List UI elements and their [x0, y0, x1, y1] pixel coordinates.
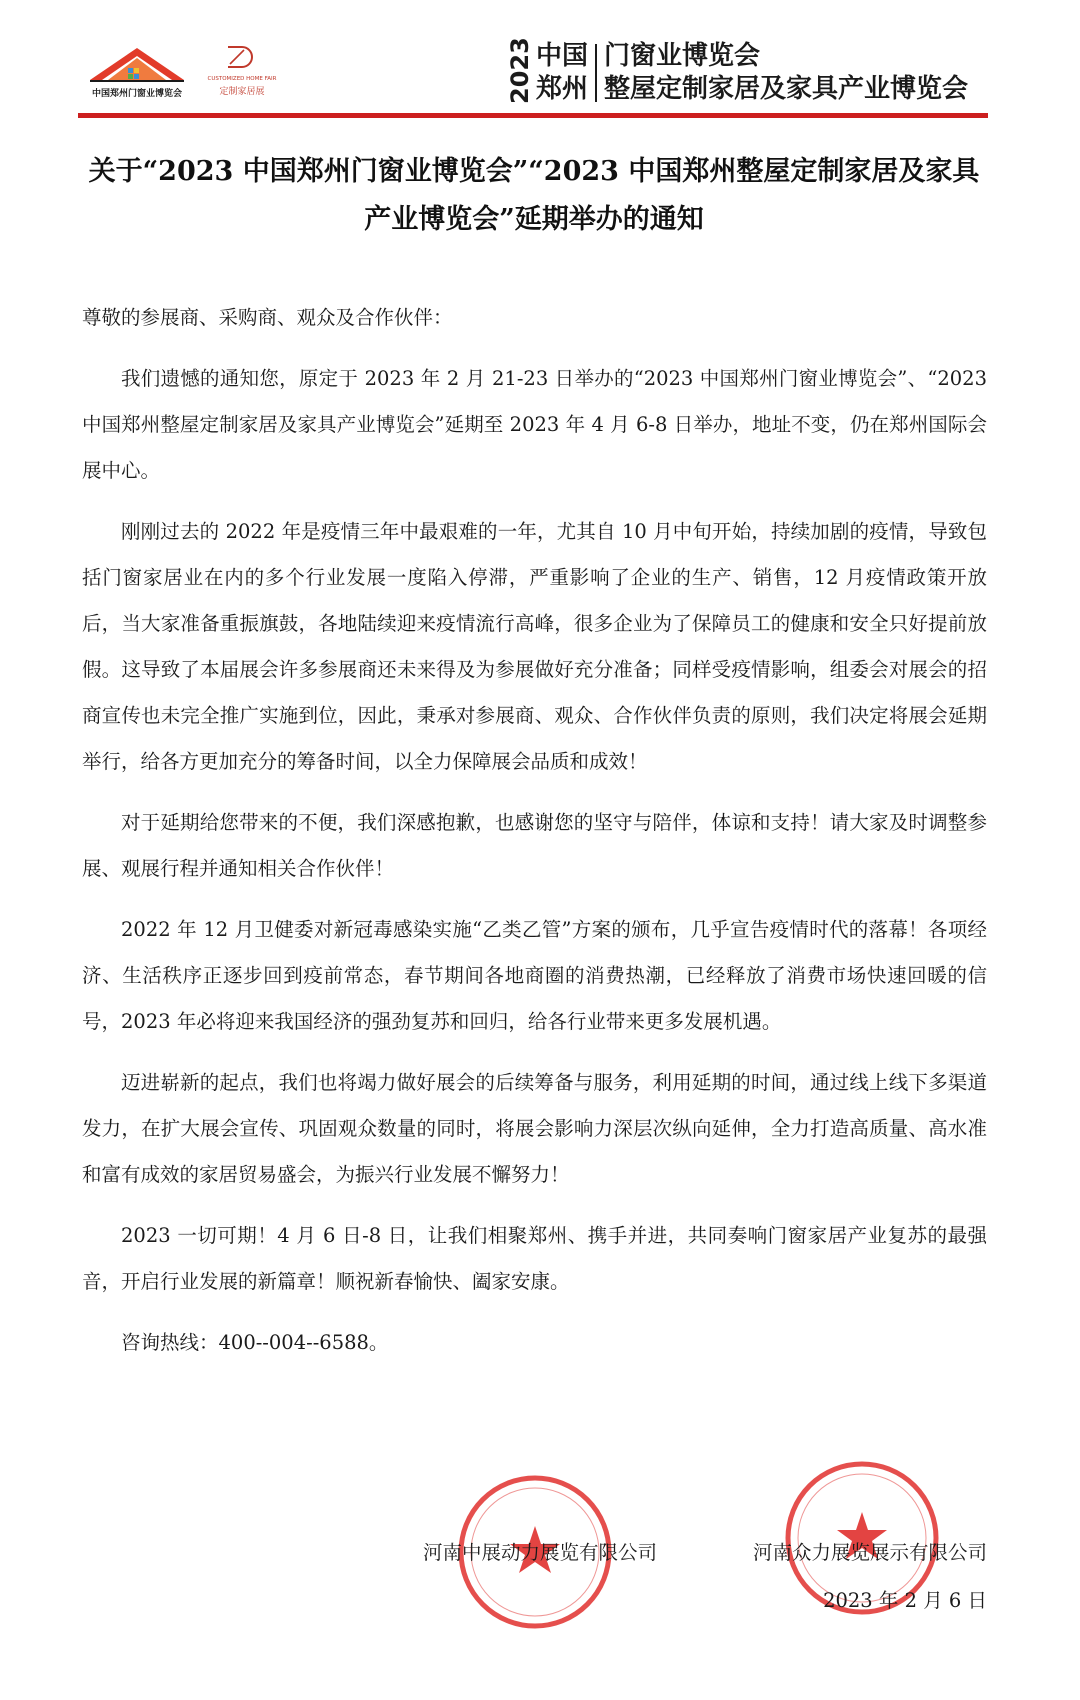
brand-fair-name-1: 门窗业博览会	[604, 41, 761, 71]
signatory-2: 河南众力展览展示有限公司	[752, 1541, 987, 1564]
red-header-rule	[78, 113, 988, 118]
signatory-1: 河南中展动力展览有限公司	[422, 1541, 657, 1564]
signature-block	[82, 1530, 987, 1612]
logo-caption: 中国郑州门窗业博览会	[91, 89, 182, 99]
brand-fair-name-2: 整屋定制家居及家具产业博览会	[604, 74, 969, 104]
notice-title: 关于“2023 中国郑州门窗业博览会”“2023 中国郑州整屋定制家居及家具产业博览会”延期举办的通知	[88, 156, 980, 235]
notice-date: 2023 年 2 月 6 日	[823, 1589, 987, 1612]
door-window-fair-logo	[82, 46, 192, 104]
notice-body	[82, 295, 987, 1366]
logo-chinese-text: 定制家居展	[219, 87, 265, 97]
paragraph: 2022 年 12 月卫健委对新冠毒感染实施“乙类乙管”方案的颁布，几乎宣告疫情时代的落幕！各项经济、生活秩序正逐步回到疫前常态，春节期间各地商圈的消费热潮，已经释放了消费市场快速回暖的信号，2023 年必将迎来我国经济的强劲复苏和回归，给各行业带来更多发展机遇。	[82, 918, 987, 1033]
d-monogram-icon	[222, 44, 262, 70]
hotline: 咨询热线：400--004--6588。	[121, 1331, 389, 1354]
brand-fair-names	[604, 40, 1004, 106]
letterhead	[0, 0, 1080, 112]
brand-city: 中国郑州	[536, 41, 589, 104]
salutation: 尊敬的参展商、采购商、观众及合作伙伴：	[82, 306, 453, 329]
paragraph: 刚刚过去的 2022 年是疫情三年中最艰难的一年，尤其自 10 月中旬开始，持续加剧的疫情，导致包括门窗家居业在内的多个行业发展一度陷入停滞，严重影响了企业的生产、销售，12 月疫情政策开放后，当大家准备重振旗鼓，各地陆续迎来疫情流行高峰，很多企业为了保障员工的健康和安全只好提前放假。这导致了本届展会许多参展商还未来得及为参展做好充分准备；同样受疫情影响，组委会对展会的招商宣传也未完全推广实施到位，因此，秉承对参展商、观众、合作伙伴负责的原则，我们决定将展会延期举行，给各方更加充分的筹备时间，以全力保障展会品质和成效！	[82, 520, 987, 773]
paragraph: 迈进崭新的起点，我们也将竭力做好展会的后续筹备与服务，利用延期的时间，通过线上线下多渠道发力，在扩大展会宣传、巩固观众数量的同时，将展会影响力深层次纵向延伸，全力打造高质量、高水准和富有成效的家居贸易盛会，为振兴行业发展不懈努力！	[82, 1071, 987, 1186]
roof-house-icon	[82, 46, 192, 86]
brand-divider	[595, 44, 597, 102]
customized-home-fair-logo	[196, 44, 288, 102]
paragraph: 2023 一切可期！4 月 6 日-8 日，让我们相聚郑州、携手并进，共同奏响门窗家居产业复苏的最强音，开启行业发展的新篇章！顺祝新春愉快、阖家安康。	[82, 1224, 987, 1293]
brand-year: 2023	[506, 37, 534, 104]
paragraph: 对于延期给您带来的不便，我们深感抱歉，也感谢您的坚守与陪伴，体谅和支持！请大家及时调整参展、观展行程并通知相关合作伙伴！	[82, 811, 987, 880]
paragraph: 我们遗憾的通知您，原定于 2023 年 2 月 21-23 日举办的“2023 中国郑州门窗业博览会”、“2023 中国郑州整屋定制家居及家具产业博览会”延期至 2023 年 4 月 6-8 日举办，地址不变，仍在郑州国际会展中心。	[82, 367, 987, 482]
logo-english-text: CUSTOMIZED HOME FAIR	[207, 76, 277, 82]
